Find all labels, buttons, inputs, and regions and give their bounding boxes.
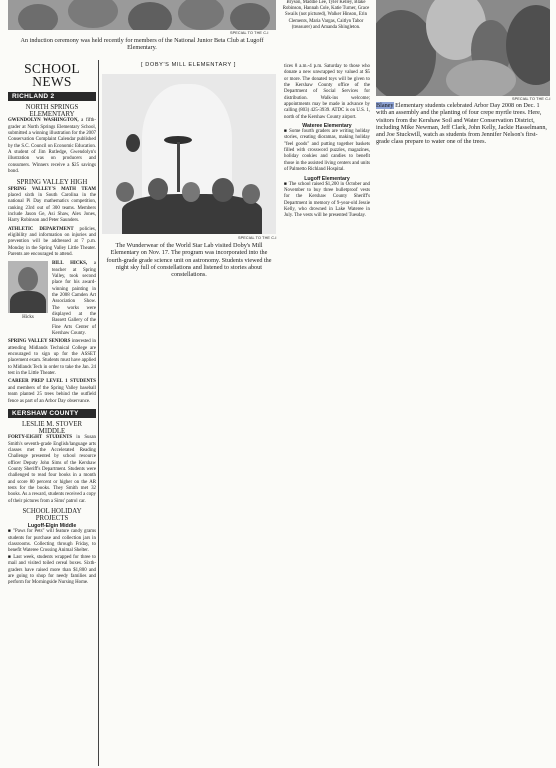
section-header: [ DOBY'S MILL ELEMENTARY ]	[140, 62, 237, 68]
induction-photo	[8, 0, 276, 30]
article-text: ■ "Paws for Pets" will feature candy grams students for purchase and collection jars in classrooms. Collecting through Friday, to benefit Wateree Crossing Animal Shelter.	[8, 529, 96, 554]
hicks-portrait	[8, 261, 48, 313]
article-text: CAREER PREP LEVEL 1 STUDENTS and members of the Spring Valley baseball team planted 25 trees behind the outfield fence as part of an Arbor Day observance.	[8, 379, 96, 404]
star-lab-photo	[102, 74, 276, 234]
subsection-heading: Wateree Elementary	[302, 123, 352, 130]
photo-caption: An induction ceremony was held recently for members of the National Junior Beta Club at Lugoff Elementary.	[20, 37, 264, 52]
article-text: tices 8 a.m.-4 p.m. Saturday to those who donate a new unwrapped toy valued at $5 or more. The donated toys will be given to the Kershaw County office of the Department of Social Services for distribution. Walk-ins welcome; appointments may be made in advance by calling (803) 425-3939. ATDC is on U.S. 1, north of the Kershaw County airport.	[284, 64, 370, 120]
highlighted-word[interactable]: Blaney	[376, 102, 394, 109]
subsection-heading: Lugoff-Elgin Middle	[27, 523, 77, 530]
school-heading: SPRING VALLEY HIGH	[16, 178, 88, 186]
article-text: BILL HICKS, a teacher at Spring Valley, took second place for his award-winning painting in the 2008 Camden Art Association Show. The works were displayed at the Bassett Gallery of the Fine Arts Center of Kershaw County.	[52, 261, 96, 337]
article-text: ■ Some fourth graders are writing holiday stories, creating dioramas, making holiday "feel goods" and putting together baskets filled with crossword puzzles, magazines, holiday cookies and candies to benefit those in the assisted living centers and units of Palmetto Richland Hospital.	[284, 129, 370, 173]
star-lab-caption: The Wunderwear of the World Star Lab visited Doby's Mill Elementary on Nov. 17. The program was incorporated into the fourth-grade grade science unit on astronomy. Students viewed the night sky full of constellations and listened to stories about constellations.	[106, 242, 272, 279]
article-text: SPRING VALLEY'S MATH TEAM placed sixth in South Carolina in the national Pi Day mathematics competition, ranking 23rd out of 300 teams. Members include Jason Ge, Asi Shaw, Alex Jones, Harry Robinson and Peter Saunders.	[8, 186, 96, 224]
article-text: GWENDOLYN WASHINGTON, a fifth-grader at North Springs Elementary School, submitted a winning illustration for the 2007 Conservation Complaint Calendar published by the S.C. Council on Economic Education. A student of Jim Rutledge, Gwendolyn's illustration was on producers and consumers. Winners receive a $25 savings bond.	[8, 118, 96, 175]
section-bar-richland: RICHLAND 2	[8, 92, 96, 101]
article-text: FORTY-EIGHT STUDENTS in Susan Smith's seventh-grade English/language arts classes met the Accelerated Reading Challenge presented by school resource officer Deputy John Sims of the Kershaw County Sheriff's Department. Students were challenged to read four books in a month and score 80 percent or higher on the AR tests for the books. They Smith met 32 books. As a reward, students received a copy of their pictures from a Sims' patrol car.	[8, 435, 97, 504]
article-text: ATHLETIC DEPARTMENT policies, eligibility and information on injuries and prevention will be addressed at 7 p.m. Monday in the Spring Valley Little Theater. Parents are encouraged to attend.	[8, 226, 96, 257]
school-news-column	[8, 62, 96, 587]
school-heading: NORTH SPRINGS ELEMENTARY	[25, 104, 79, 119]
photo-credit: SPECIAL TO THE C-I	[512, 97, 551, 101]
club-members-text: Bryson, Maddie Lee, Tyler Kelley, Blake Robinson, Hannah Cole, Katie Turner, Grace Swails (not pictured), Walker Hinson, Erin Clements, Maria Vargas, Caitlyn Tabor (treasurer) and Amanda Shingleton.	[282, 0, 370, 30]
arbor-day-caption: Blaney Elementary students celebrated Arbor Day 2008 on Dec. 1 with an assembly and the planting of four crepe myrtle trees. Here, visitors from the Kershaw Soil and Water Conservation District, including Mike Newman, Jeff Clark, John Kelly, Jackie Hasselmann, and Joe Stuckwill, watch as students from Jennifer Nelson's first-grade class prepare to water one of the trees.	[376, 102, 547, 146]
photo-credit: SPECIAL TO THE C-I	[230, 31, 269, 35]
subsection-heading: Lugoff Elementary	[304, 175, 350, 182]
school-heading: LESLIE M. STOVER MIDDLE	[21, 420, 83, 436]
holiday-projects-column	[284, 64, 370, 220]
hicks-portrait-label: Hicks	[22, 315, 34, 321]
arbor-day-photo	[376, 0, 550, 96]
article-text: ■ Last week, students wrapped for three to mail and visited toiled cereal boxes. Sixth-graders have raised more than $1,800 and are going to shop for needy families and perform for Morningside Nursing Home.	[8, 554, 96, 586]
article-text: ■ The school raised $1,200 in October and November to buy three bulletproof vests for the Kershaw County Sheriff's Department in memory of 9-year-old Jessie Kelly, who drowned in Lake Wateree in July. The vests will be presented Tuesday.	[284, 181, 370, 219]
column-divider	[98, 60, 99, 766]
school-heading: SCHOOL HOLIDAY PROJECTS	[22, 508, 82, 523]
section-bar-kershaw: KERSHAW COUNTY	[8, 409, 96, 418]
school-news-title: SCHOOL NEWS	[24, 61, 80, 89]
article-text: SPRING VALLEY SENIORS interested in attending Midlands Technical College are encouraged to sign up for the ASSET placement exam. Students must have applied to Midlands Tech in order to take the Jan. 24 test in the Little Theater.	[8, 339, 97, 377]
photo-credit: SPECIAL TO THE C-I	[238, 236, 277, 240]
